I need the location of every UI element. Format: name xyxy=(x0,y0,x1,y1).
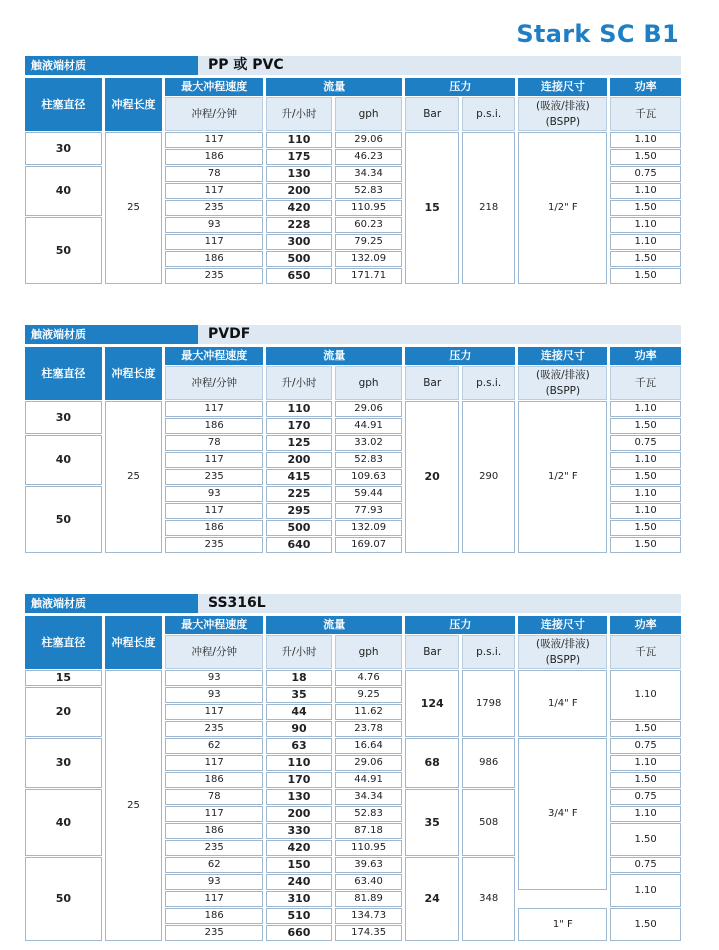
stroke-speed: 78 xyxy=(165,166,263,182)
stroke-speed: 186 xyxy=(165,251,263,267)
subheader-bar: Bar xyxy=(405,635,459,669)
power-kw: 0.75 xyxy=(610,435,681,451)
stroke-speed: 93 xyxy=(165,217,263,233)
flow-gph: 134.73 xyxy=(335,908,403,924)
flow-gph: 16.64 xyxy=(335,738,403,754)
stroke-speed: 78 xyxy=(165,435,263,451)
power-kw: 1.50 xyxy=(610,823,681,856)
flow-lph: 640 xyxy=(266,537,332,553)
pressure-bar: 35 xyxy=(405,789,459,856)
stroke-length: 25 xyxy=(105,132,163,284)
power-kw: 1.50 xyxy=(610,200,681,216)
stroke-speed: 117 xyxy=(165,755,263,771)
header-power: 功率 xyxy=(610,78,681,96)
plunger-diameter: 50 xyxy=(25,217,102,284)
power-kw: 1.10 xyxy=(610,755,681,771)
stroke-speed: 186 xyxy=(165,823,263,839)
pressure-psi: 348 xyxy=(462,857,516,941)
plunger-diameter: 30 xyxy=(25,401,102,434)
connection-size: 1" F xyxy=(518,908,607,941)
flow-lph: 63 xyxy=(266,738,332,754)
table-row xyxy=(25,401,681,417)
material-value: SS316L xyxy=(208,595,266,611)
plunger-diameter: 40 xyxy=(25,789,102,856)
pressure-bar: 15 xyxy=(405,132,459,284)
stroke-speed: 235 xyxy=(165,537,263,553)
flow-lph: 175 xyxy=(266,149,332,165)
material-label: 触液端材质 xyxy=(25,325,198,344)
flow-gph: 174.35 xyxy=(335,925,403,941)
flow-lph: 90 xyxy=(266,721,332,737)
flow-lph: 170 xyxy=(266,772,332,788)
power-kw: 0.75 xyxy=(610,166,681,182)
stroke-speed: 117 xyxy=(165,704,263,720)
flow-gph: 110.95 xyxy=(335,840,403,856)
stroke-length: 25 xyxy=(105,401,163,553)
flow-gph: 60.23 xyxy=(335,217,403,233)
power-kw: 0.75 xyxy=(610,738,681,754)
subheader-connection: (吸液/排液)(BSPP) xyxy=(518,366,607,400)
power-kw: 1.50 xyxy=(610,251,681,267)
flow-lph: 500 xyxy=(266,251,332,267)
plunger-diameter: 30 xyxy=(25,738,102,788)
header-connection: 连接尺寸 xyxy=(518,78,607,96)
flow-lph: 110 xyxy=(266,755,332,771)
flow-gph: 52.83 xyxy=(335,183,403,199)
flow-lph: 44 xyxy=(266,704,332,720)
stroke-speed: 235 xyxy=(165,840,263,856)
pressure-psi: 218 xyxy=(462,132,516,284)
flow-gph: 23.78 xyxy=(335,721,403,737)
power-kw: 1.10 xyxy=(610,452,681,468)
power-kw: 1.10 xyxy=(610,217,681,233)
pressure-bar: 68 xyxy=(405,738,459,788)
header-stroke: 冲程长度 xyxy=(105,616,163,669)
plunger-diameter: 30 xyxy=(25,132,102,165)
header-maxspeed: 最大冲程速度 xyxy=(165,616,263,634)
header-connection: 连接尺寸 xyxy=(518,616,607,634)
stroke-speed: 93 xyxy=(165,687,263,703)
flow-gph: 110.95 xyxy=(335,200,403,216)
power-kw: 1.10 xyxy=(610,401,681,417)
pressure-psi: 1798 xyxy=(462,670,516,737)
stroke-speed: 117 xyxy=(165,806,263,822)
pressure-bar: 124 xyxy=(405,670,459,737)
spec-section-pvdf xyxy=(25,325,681,554)
flow-lph: 310 xyxy=(266,891,332,907)
stroke-speed: 117 xyxy=(165,891,263,907)
stroke-speed: 93 xyxy=(165,486,263,502)
flow-lph: 330 xyxy=(266,823,332,839)
flow-gph: 87.18 xyxy=(335,823,403,839)
power-kw: 1.50 xyxy=(610,520,681,536)
stroke-speed: 117 xyxy=(165,503,263,519)
power-kw: 1.10 xyxy=(610,234,681,250)
subheader-connection: (吸液/排液)(BSPP) xyxy=(518,635,607,669)
flow-lph: 35 xyxy=(266,687,332,703)
subheader-kw: 千瓦 xyxy=(610,97,681,131)
material-label: 触液端材质 xyxy=(25,56,198,75)
stroke-speed: 117 xyxy=(165,401,263,417)
header-maxspeed: 最大冲程速度 xyxy=(165,347,263,365)
flow-gph: 29.06 xyxy=(335,755,403,771)
stroke-speed: 117 xyxy=(165,234,263,250)
header-flow: 流量 xyxy=(266,347,402,365)
header-stroke: 冲程长度 xyxy=(105,78,163,131)
subheader-spm: 冲程/分钟 xyxy=(165,97,263,131)
flow-gph: 132.09 xyxy=(335,520,403,536)
power-kw: 1.50 xyxy=(610,772,681,788)
flow-gph: 52.83 xyxy=(335,452,403,468)
header-power: 功率 xyxy=(610,347,681,365)
plunger-diameter: 15 xyxy=(25,670,102,686)
flow-lph: 295 xyxy=(266,503,332,519)
subheader-spm: 冲程/分钟 xyxy=(165,635,263,669)
flow-gph: 29.06 xyxy=(335,401,403,417)
subheader-connection: (吸液/排液)(BSPP) xyxy=(518,97,607,131)
flow-gph: 132.09 xyxy=(335,251,403,267)
flow-gph: 79.25 xyxy=(335,234,403,250)
flow-gph: 33.02 xyxy=(335,435,403,451)
flow-lph: 18 xyxy=(266,670,332,686)
flow-lph: 130 xyxy=(266,166,332,182)
header-flow: 流量 xyxy=(266,616,402,634)
power-kw: 0.75 xyxy=(610,789,681,805)
stroke-length: 25 xyxy=(105,670,163,941)
power-kw: 1.50 xyxy=(610,721,681,737)
flow-gph: 59.44 xyxy=(335,486,403,502)
flow-lph: 300 xyxy=(266,234,332,250)
flow-gph: 11.62 xyxy=(335,704,403,720)
flow-gph: 77.93 xyxy=(335,503,403,519)
power-kw: 1.10 xyxy=(610,670,681,720)
flow-lph: 170 xyxy=(266,418,332,434)
flow-lph: 225 xyxy=(266,486,332,502)
subheader-lph: 升/小时 xyxy=(266,366,332,400)
flow-lph: 110 xyxy=(266,132,332,148)
subheader-psi: p.s.i. xyxy=(462,97,516,131)
stroke-speed: 117 xyxy=(165,183,263,199)
flow-lph: 200 xyxy=(266,452,332,468)
header-maxspeed: 最大冲程速度 xyxy=(165,78,263,96)
subheader-bar: Bar xyxy=(405,97,459,131)
subheader-bar: Bar xyxy=(405,366,459,400)
flow-gph: 109.63 xyxy=(335,469,403,485)
subheader-psi: p.s.i. xyxy=(462,366,516,400)
plunger-diameter: 40 xyxy=(25,166,102,216)
subheader-lph: 升/小时 xyxy=(266,97,332,131)
subheader-psi: p.s.i. xyxy=(462,635,516,669)
flow-gph: 39.63 xyxy=(335,857,403,873)
flow-gph: 29.06 xyxy=(335,132,403,148)
stroke-speed: 235 xyxy=(165,469,263,485)
header-plunger: 柱塞直径 xyxy=(25,616,102,669)
pressure-bar: 20 xyxy=(405,401,459,553)
power-kw: 1.50 xyxy=(610,537,681,553)
spec-table xyxy=(22,77,684,285)
subheader-gph: gph xyxy=(335,366,403,400)
power-kw: 0.75 xyxy=(610,857,681,873)
connection-size: 1/2" F xyxy=(518,401,607,553)
subheader-kw: 千瓦 xyxy=(610,366,681,400)
pressure-bar: 24 xyxy=(405,857,459,941)
spec-table xyxy=(22,615,684,942)
flow-gph: 34.34 xyxy=(335,789,403,805)
stroke-speed: 186 xyxy=(165,520,263,536)
pressure-psi: 508 xyxy=(462,789,516,856)
product-title: Stark SC B1 xyxy=(516,20,679,48)
table-row xyxy=(25,670,681,686)
stroke-speed: 186 xyxy=(165,908,263,924)
material-value: PP 或 PVC xyxy=(208,57,284,73)
subheader-lph: 升/小时 xyxy=(266,635,332,669)
power-kw: 1.50 xyxy=(610,469,681,485)
connection-size: 1/2" F xyxy=(518,132,607,284)
material-label: 触液端材质 xyxy=(25,594,198,613)
flow-lph: 110 xyxy=(266,401,332,417)
flow-gph: 81.89 xyxy=(335,891,403,907)
flow-lph: 660 xyxy=(266,925,332,941)
subheader-kw: 千瓦 xyxy=(610,635,681,669)
subheader-spm: 冲程/分钟 xyxy=(165,366,263,400)
stroke-speed: 93 xyxy=(165,670,263,686)
power-kw: 1.50 xyxy=(610,418,681,434)
plunger-diameter: 50 xyxy=(25,486,102,553)
material-bar xyxy=(25,56,681,75)
power-kw: 1.10 xyxy=(610,503,681,519)
plunger-diameter: 40 xyxy=(25,435,102,485)
flow-lph: 510 xyxy=(266,908,332,924)
flow-gph: 171.71 xyxy=(335,268,403,284)
power-kw: 1.10 xyxy=(610,806,681,822)
spec-table xyxy=(22,346,684,554)
flow-lph: 150 xyxy=(266,857,332,873)
header-connection: 连接尺寸 xyxy=(518,347,607,365)
header-pressure: 压力 xyxy=(405,347,515,365)
header-flow: 流量 xyxy=(266,78,402,96)
power-kw: 1.10 xyxy=(610,874,681,907)
stroke-speed: 186 xyxy=(165,418,263,434)
plunger-diameter: 50 xyxy=(25,857,102,941)
stroke-speed: 235 xyxy=(165,721,263,737)
stroke-speed: 93 xyxy=(165,874,263,890)
flow-lph: 650 xyxy=(266,268,332,284)
flow-gph: 46.23 xyxy=(335,149,403,165)
power-kw: 1.10 xyxy=(610,132,681,148)
flow-gph: 52.83 xyxy=(335,806,403,822)
power-kw: 1.10 xyxy=(610,183,681,199)
flow-lph: 500 xyxy=(266,520,332,536)
stroke-speed: 78 xyxy=(165,789,263,805)
flow-gph: 9.25 xyxy=(335,687,403,703)
power-kw: 1.50 xyxy=(610,908,681,941)
subheader-gph: gph xyxy=(335,97,403,131)
pressure-psi: 986 xyxy=(462,738,516,788)
stroke-speed: 235 xyxy=(165,200,263,216)
stroke-speed: 117 xyxy=(165,452,263,468)
flow-lph: 420 xyxy=(266,200,332,216)
flow-lph: 240 xyxy=(266,874,332,890)
power-kw: 1.50 xyxy=(610,268,681,284)
flow-lph: 130 xyxy=(266,789,332,805)
flow-gph: 44.91 xyxy=(335,418,403,434)
flow-lph: 125 xyxy=(266,435,332,451)
flow-gph: 169.07 xyxy=(335,537,403,553)
flow-gph: 63.40 xyxy=(335,874,403,890)
header-pressure: 压力 xyxy=(405,616,515,634)
material-bar xyxy=(25,325,681,344)
flow-lph: 200 xyxy=(266,183,332,199)
flow-lph: 200 xyxy=(266,806,332,822)
header-stroke: 冲程长度 xyxy=(105,347,163,400)
stroke-speed: 235 xyxy=(165,268,263,284)
connection-size: 3/4" F xyxy=(518,738,607,890)
header-power: 功率 xyxy=(610,616,681,634)
power-kw: 1.10 xyxy=(610,486,681,502)
spec-section-pp-pvc xyxy=(25,56,681,285)
stroke-speed: 62 xyxy=(165,857,263,873)
connection-size: 1/4" F xyxy=(518,670,607,737)
stroke-speed: 117 xyxy=(165,132,263,148)
header-plunger: 柱塞直径 xyxy=(25,347,102,400)
flow-gph: 44.91 xyxy=(335,772,403,788)
flow-lph: 420 xyxy=(266,840,332,856)
power-kw: 1.50 xyxy=(610,149,681,165)
stroke-speed: 62 xyxy=(165,738,263,754)
plunger-diameter: 20 xyxy=(25,687,102,737)
header-plunger: 柱塞直径 xyxy=(25,78,102,131)
flow-lph: 228 xyxy=(266,217,332,233)
flow-gph: 34.34 xyxy=(335,166,403,182)
stroke-speed: 186 xyxy=(165,149,263,165)
header-pressure: 压力 xyxy=(405,78,515,96)
flow-gph: 4.76 xyxy=(335,670,403,686)
spec-section-ss316l xyxy=(25,594,681,942)
stroke-speed: 235 xyxy=(165,925,263,941)
stroke-speed: 186 xyxy=(165,772,263,788)
table-row xyxy=(25,132,681,148)
material-value: PVDF xyxy=(208,326,251,342)
pressure-psi: 290 xyxy=(462,401,516,553)
subheader-gph: gph xyxy=(335,635,403,669)
flow-lph: 415 xyxy=(266,469,332,485)
material-bar xyxy=(25,594,681,613)
